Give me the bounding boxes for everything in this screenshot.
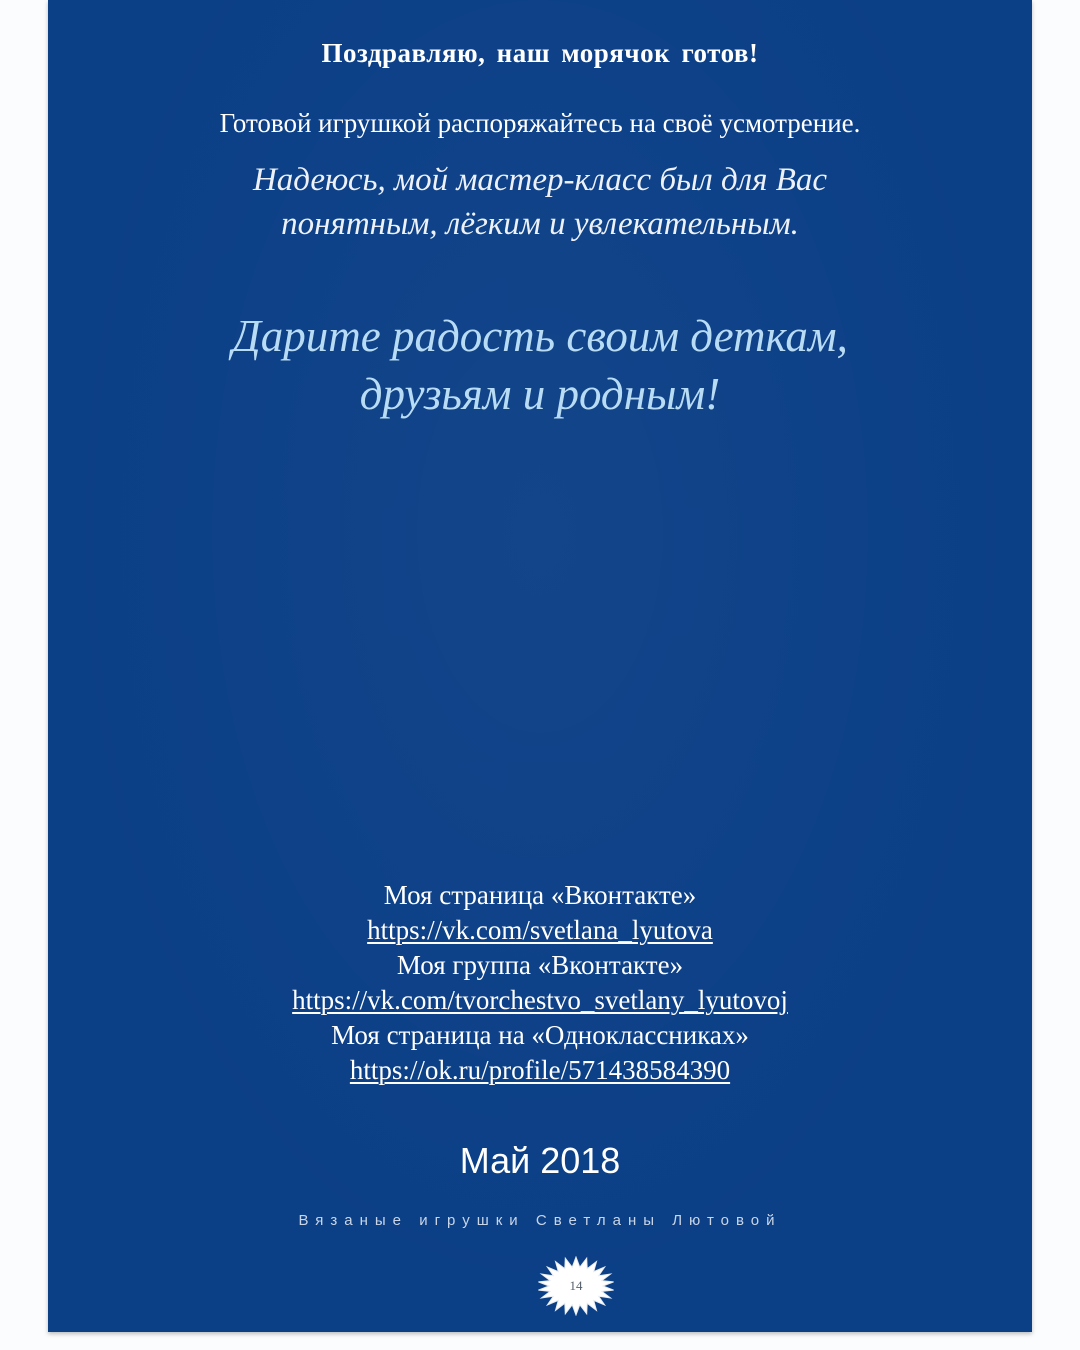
footer-author-label: Вязаные игрушки Светланы Лютовой — [298, 1212, 782, 1229]
date-label: Май 2018 — [459, 1140, 621, 1181]
gift-line-2: друзьям и родным! — [359, 369, 721, 419]
page-title: Поздравляю, наш морячок готов! — [321, 38, 759, 68]
page-number: 14 — [569, 1278, 583, 1293]
page-subtitle: Готовой игрушкой распоряжайтесь на своё усмотрение. — [219, 108, 861, 138]
contact-label-ok-page: Моя страница на «Одноклассниках» — [331, 1020, 749, 1050]
hope-line-2: понятным, лёгким и увлекательным. — [281, 206, 799, 242]
ok-page-link[interactable]: https://ok.ru/profile/571438584390 — [349, 1055, 731, 1085]
vk-group-link[interactable]: https://vk.com/tvorchestvo_svetlany_lyutovoj — [292, 985, 788, 1015]
page-number-badge — [536, 1256, 616, 1316]
contact-label-vk-page: Моя страница «Вконтакте» — [383, 880, 697, 910]
contact-label-vk-group: Моя группа «Вконтакте» — [396, 950, 684, 980]
hope-line-1: Надеюсь, мой мастер-класс был для Вас — [252, 162, 828, 198]
document-page — [48, 0, 1032, 1332]
gift-line-1: Дарите радость своим деткам, — [232, 311, 848, 361]
vk-page-link[interactable]: https://vk.com/svetlana_lyutova — [367, 915, 713, 945]
